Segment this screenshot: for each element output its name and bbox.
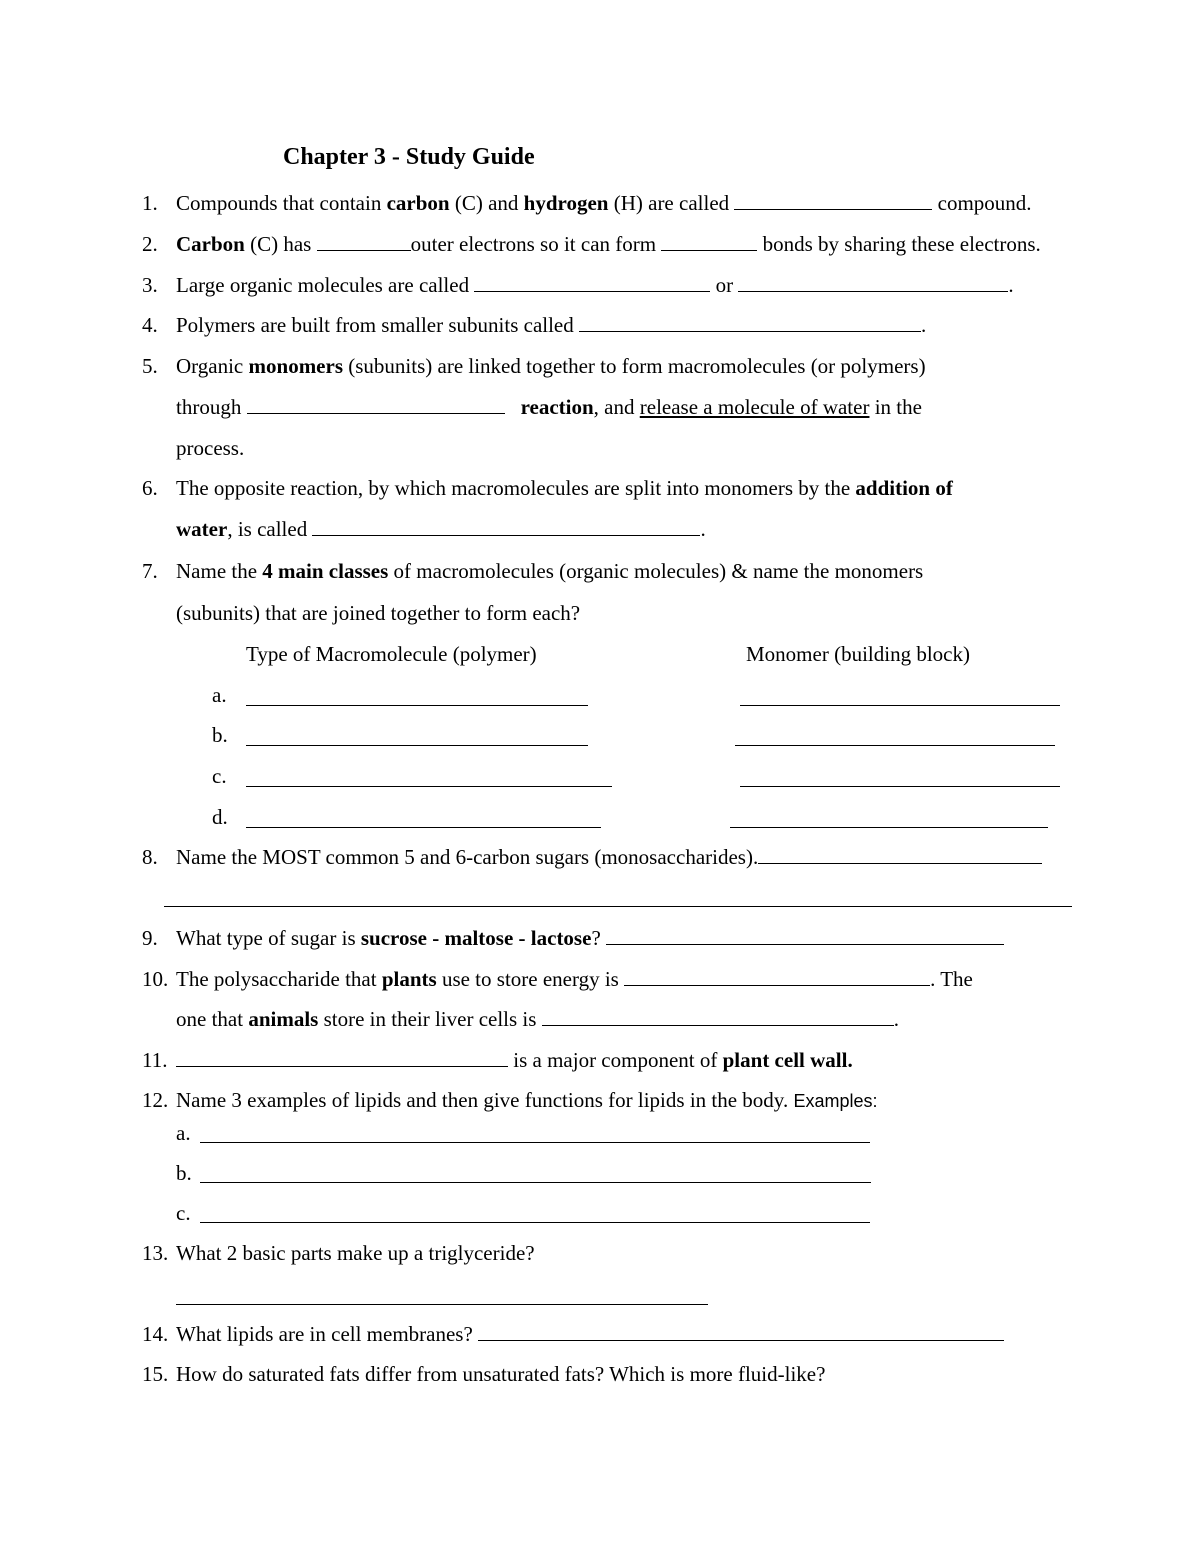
question-12: Name 3 examples of lipids and then give functions for lipids in the body. Examples: [176, 1088, 878, 1112]
answer-blank[interactable] [312, 517, 700, 536]
question-number: 14. [142, 1322, 169, 1346]
question-number: 8. [142, 845, 158, 869]
answer-blank[interactable] [200, 1222, 870, 1223]
question-10-line-1: The polysaccharide that plants use to store energy is . The [176, 967, 973, 991]
question-number: 7. [142, 559, 158, 583]
answer-blank[interactable] [176, 1048, 508, 1067]
question-15: How do saturated fats differ from unsaturated fats? Which is more fluid-like? [176, 1362, 826, 1386]
question-number: 3. [142, 273, 158, 297]
answer-blank[interactable] [734, 191, 932, 210]
answer-blank[interactable] [246, 786, 612, 787]
question-number: 11. [142, 1048, 168, 1072]
question-number: 10. [142, 967, 169, 991]
answer-blank[interactable] [579, 313, 921, 332]
answer-blank[interactable] [730, 827, 1048, 828]
answer-blank[interactable] [758, 845, 1042, 864]
answer-blank[interactable] [247, 395, 505, 414]
question-7-line-1: Name the 4 main classes of macromolecules (organic molecules) & name the monomers [176, 559, 924, 583]
question-10-line-2: one that animals store in their liver cells is . [176, 1007, 899, 1031]
answer-blank[interactable] [246, 745, 588, 746]
question-5-line-3: process. [176, 436, 245, 460]
answer-blank[interactable] [624, 967, 930, 986]
question-6-line-1: The opposite reaction, by which macromolecules are split into monomers by the addition of [176, 476, 953, 500]
question-8: Name the MOST common 5 and 6-carbon sugars (monosaccharides). [176, 844, 1042, 870]
answer-blank[interactable] [176, 1304, 708, 1305]
question-number: 6. [142, 476, 158, 500]
page-title: Chapter 3 - Study Guide [283, 144, 535, 170]
question-number: 2. [142, 232, 158, 256]
question-number: 5. [142, 354, 158, 378]
answer-blank[interactable] [478, 1322, 1004, 1341]
question-number: 13. [142, 1241, 169, 1265]
column-header-monomer: Monomer (building block) [746, 642, 970, 666]
question-2: Carbon (C) has outer electrons so it can form bonds by sharing these electrons. [176, 232, 1041, 256]
question-number: 4. [142, 313, 158, 337]
column-header-polymer: Type of Macromolecule (polymer) [246, 642, 537, 666]
question-5-line-1: Organic monomers (subunits) are linked together to form macromolecules (or polymers) [176, 354, 926, 378]
answer-blank[interactable] [735, 745, 1055, 746]
question-number: 9. [142, 926, 158, 950]
row-label: c. [176, 1201, 191, 1225]
question-4: Polymers are built from smaller subunits called . [176, 313, 927, 337]
answer-blank[interactable] [164, 906, 1072, 907]
row-label: c. [212, 764, 227, 788]
row-label: d. [212, 805, 228, 829]
answer-blank[interactable] [200, 1142, 870, 1143]
row-label: b. [176, 1161, 192, 1185]
question-number: 15. [142, 1362, 169, 1386]
answer-blank[interactable] [740, 786, 1060, 787]
question-5-line-2: through reaction, and release a molecule of water in the [176, 395, 922, 419]
answer-blank[interactable] [246, 827, 601, 828]
answer-blank[interactable] [542, 1007, 894, 1026]
question-1: Compounds that contain carbon (C) and hydrogen (H) are called compound. [176, 191, 1032, 215]
question-9: What type of sugar is sucrose - maltose - lactose? [176, 925, 1004, 951]
question-11: is a major component of plant cell wall. [176, 1047, 853, 1073]
question-number: 12. [142, 1088, 169, 1112]
answer-blank[interactable] [661, 232, 757, 251]
question-6-line-2: water, is called . [176, 517, 706, 541]
row-label: b. [212, 723, 228, 747]
question-14: What lipids are in cell membranes? [176, 1321, 1004, 1347]
answer-blank[interactable] [738, 273, 1008, 292]
answer-blank[interactable] [740, 705, 1060, 706]
answer-blank[interactable] [606, 926, 1004, 945]
answer-blank[interactable] [200, 1182, 871, 1183]
question-7-line-2: (subunits) that are joined together to form each? [176, 601, 581, 625]
question-13: What 2 basic parts make up a triglyceride? [176, 1241, 535, 1265]
row-label: a. [176, 1121, 191, 1145]
question-number: 1. [142, 191, 158, 215]
answer-blank[interactable] [246, 705, 588, 706]
answer-blank[interactable] [474, 273, 710, 292]
answer-blank[interactable] [317, 232, 411, 251]
question-3: Large organic molecules are called or . [176, 273, 1014, 297]
row-label: a. [212, 683, 227, 707]
